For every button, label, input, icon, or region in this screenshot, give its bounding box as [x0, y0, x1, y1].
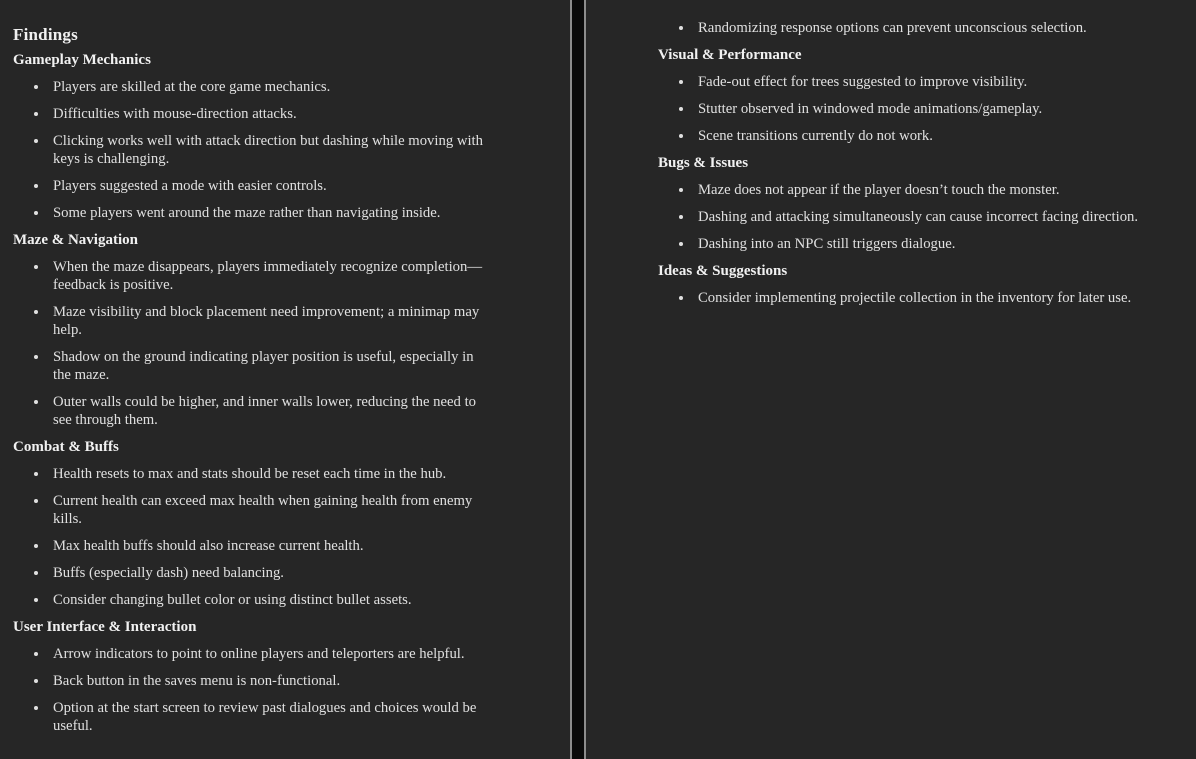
- bullet-item: [658, 73, 1144, 91]
- bullet-item: [13, 204, 495, 222]
- document-title: Findings: [13, 25, 78, 44]
- bullet-item: [658, 289, 1144, 307]
- bullet-dot-icon: [34, 544, 38, 548]
- bullet-text: Buffs (especially dash) need balancing.: [53, 565, 284, 581]
- section-heading: Gameplay Mechanics: [13, 52, 151, 68]
- page-gutter: [572, 0, 584, 759]
- bullet-text: When the maze disappears, players immediately recognize completion—feedback is positive.: [53, 259, 483, 293]
- bullet-dot-icon: [34, 355, 38, 359]
- bullet-dot-icon: [679, 26, 683, 30]
- section-heading: Bugs & Issues: [658, 155, 749, 171]
- bullet-text: Players suggested a mode with easier controls.: [53, 178, 327, 194]
- bullet-text: Max health buffs should also increase current health.: [53, 538, 364, 554]
- bullet-dot-icon: [679, 242, 683, 246]
- bullet-item: [658, 100, 1144, 118]
- section-heading: Combat & Buffs: [13, 439, 119, 455]
- bullet-text: Maze does not appear if the player doesn’t touch the monster.: [698, 182, 1060, 198]
- bullet-dot-icon: [679, 188, 683, 192]
- bullet-text: Option at the start screen to review past dialogues and choices would be useful.: [53, 700, 477, 734]
- bullet-item: [13, 537, 495, 555]
- document-page-1[interactable]: [0, 0, 572, 759]
- bullet-item: [13, 699, 495, 735]
- bullet-item: [13, 303, 495, 339]
- bullet-dot-icon: [34, 184, 38, 188]
- bullet-item: [13, 492, 495, 528]
- bullet-dot-icon: [34, 652, 38, 656]
- bullet-item: [658, 127, 1144, 145]
- section-heading: Maze & Navigation: [13, 232, 138, 248]
- bullet-dot-icon: [34, 85, 38, 89]
- bullet-text: Difficulties with mouse-direction attacks.: [53, 106, 297, 122]
- bullet-item: [13, 564, 495, 582]
- bullet-text: Back button in the saves menu is non-functional.: [53, 673, 341, 689]
- bullet-item: [13, 645, 495, 663]
- bullet-item: [658, 19, 1144, 37]
- bullet-text: Shadow on the ground indicating player position is useful, especially in the maze.: [53, 349, 474, 383]
- bullet-dot-icon: [34, 265, 38, 269]
- section-heading: Visual & Performance: [658, 47, 802, 63]
- bullet-dot-icon: [34, 571, 38, 575]
- bullet-dot-icon: [679, 107, 683, 111]
- bullet-item: [13, 132, 495, 168]
- bullet-text: Current health can exceed max health when gaining health from enemy kills.: [53, 493, 473, 527]
- bullet-text: Scene transitions currently do not work.: [698, 128, 933, 144]
- bullet-text: Randomizing response options can prevent unconscious selection.: [698, 20, 1087, 36]
- bullet-text: Clicking works well with attack direction but dashing while moving with keys is challenging.: [53, 133, 483, 167]
- bullet-text: Outer walls could be higher, and inner walls lower, reducing the need to see through them.: [53, 394, 476, 428]
- bullet-text: Fade-out effect for trees suggested to improve visibility.: [698, 74, 1028, 90]
- bullet-text: Arrow indicators to point to online players and teleporters are helpful.: [53, 646, 465, 662]
- bullet-text: Some players went around the maze rather than navigating inside.: [53, 205, 441, 221]
- bullet-text: Dashing into an NPC still triggers dialogue.: [698, 236, 956, 252]
- bullet-dot-icon: [34, 598, 38, 602]
- bullet-dot-icon: [34, 400, 38, 404]
- bullet-item: [13, 348, 495, 384]
- bullet-item: [658, 181, 1144, 199]
- section-heading: Ideas & Suggestions: [658, 263, 788, 279]
- page-2-content: [586, 0, 1144, 307]
- bullet-dot-icon: [679, 296, 683, 300]
- bullet-text: Maze visibility and block placement need improvement; a minimap may help.: [53, 304, 480, 338]
- bullet-dot-icon: [679, 80, 683, 84]
- bullet-text: Stutter observed in windowed mode animations/gameplay.: [698, 101, 1043, 117]
- bullet-text: Consider changing bullet color or using distinct bullet assets.: [53, 592, 412, 608]
- bullet-dot-icon: [34, 112, 38, 116]
- bullet-item: [13, 78, 495, 96]
- bullet-item: [13, 258, 495, 294]
- page-1-content: [0, 0, 495, 735]
- bullet-dot-icon: [34, 679, 38, 683]
- bullet-text: Health resets to max and stats should be reset each time in the hub.: [53, 466, 447, 482]
- bullet-dot-icon: [34, 472, 38, 476]
- bullet-item: [658, 208, 1144, 226]
- bullet-dot-icon: [34, 310, 38, 314]
- bullet-dot-icon: [34, 211, 38, 215]
- bullet-dot-icon: [679, 215, 683, 219]
- bullet-item: [13, 591, 495, 609]
- bullet-text: Dashing and attacking simultaneously can cause incorrect facing direction.: [698, 209, 1139, 225]
- bullet-item: [13, 465, 495, 483]
- bullet-item: [13, 393, 495, 429]
- bullet-dot-icon: [34, 139, 38, 143]
- bullet-item: [658, 235, 1144, 253]
- bullet-text: Consider implementing projectile collection in the inventory for later use.: [698, 290, 1132, 306]
- bullet-item: [13, 105, 495, 123]
- bullet-item: [13, 672, 495, 690]
- document-page-2[interactable]: [584, 0, 1196, 759]
- bullet-dot-icon: [34, 706, 38, 710]
- bullet-dot-icon: [34, 499, 38, 503]
- bullet-item: [13, 177, 495, 195]
- section-heading: User Interface & Interaction: [13, 619, 197, 635]
- bullet-text: Players are skilled at the core game mechanics.: [53, 79, 331, 95]
- bullet-dot-icon: [679, 134, 683, 138]
